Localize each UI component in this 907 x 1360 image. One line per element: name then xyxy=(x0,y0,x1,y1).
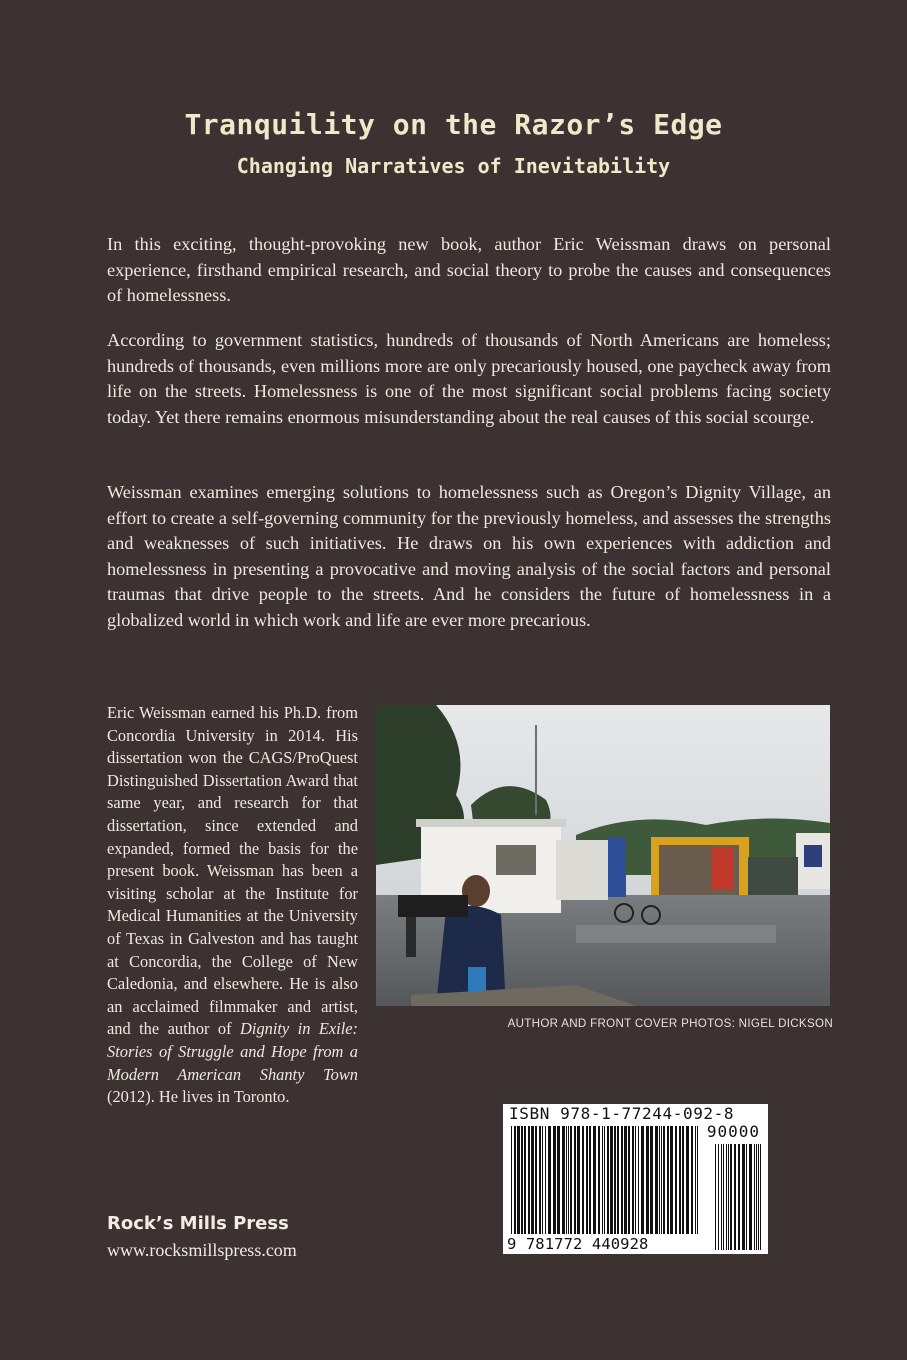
barcode-bar xyxy=(557,1126,560,1234)
barcode-bar xyxy=(734,1144,736,1250)
barcode-bar xyxy=(535,1126,537,1234)
barcode-bar xyxy=(562,1126,565,1234)
barcode-bar xyxy=(635,1126,636,1234)
barcode-bar xyxy=(548,1126,551,1234)
author-photo xyxy=(376,705,830,1006)
barcode-bar xyxy=(726,1144,727,1250)
barcode-bar xyxy=(758,1144,759,1250)
barcode-bar xyxy=(760,1144,761,1250)
barcode-bar xyxy=(641,1126,644,1234)
barcode-bar xyxy=(624,1126,627,1234)
barcode-bar xyxy=(646,1126,649,1234)
barcode-bar xyxy=(531,1126,534,1234)
barcode-bar xyxy=(670,1126,673,1234)
barcode-bar xyxy=(730,1144,732,1250)
blurb-paragraph-2: According to government statistics, hundreds of thousands of North Americans are homeless; hundreds of thousands, even millions more are only precariously housed, one paycheck away from life on the streets. Homelessness is one of the most significant social problems facing society today. Yet there remains enormous misunderstanding about the real causes of this social scourge. xyxy=(107,330,831,427)
barcode-bar xyxy=(545,1126,546,1234)
barcode-bar xyxy=(749,1144,752,1250)
barcode-bar xyxy=(697,1126,698,1234)
barcode-bar xyxy=(715,1144,716,1250)
barcode-bar xyxy=(686,1126,689,1234)
barcode-bar xyxy=(695,1126,696,1234)
barcode-bar xyxy=(521,1126,523,1234)
barcode-bar xyxy=(632,1126,634,1234)
barcode-bar xyxy=(566,1126,567,1234)
author-bio-text: Eric Weissman earned his Ph.D. from Concordia University in 2014. His dissertation won the CAGS/ProQuest Distinguished Dissertation Award that same year, and research for that dissertation, since extended and expanded, formed the basis for the present book. Weissman has been a visiting scholar at the Institute for Medical Humanities at the University of Texas in Galveston and has taught at Concordia, the College of New Caledonia, and elsewhere. He is also an acclaimed filmmaker and artist, and the author of xyxy=(107,703,358,1039)
barcode-bar xyxy=(728,1144,729,1250)
barcode-bar xyxy=(721,1144,722,1250)
author-bio xyxy=(107,702,358,1109)
barcode-bar xyxy=(746,1144,747,1250)
barcode-bar xyxy=(593,1126,596,1234)
barcode-bar xyxy=(742,1144,745,1250)
barcode-bar xyxy=(756,1144,757,1250)
barcode-bar xyxy=(577,1126,580,1234)
barcode-bar xyxy=(754,1144,755,1250)
barcode-bar xyxy=(598,1126,600,1234)
previous-book-title: Dignity in Exile: Stories of Struggle and Hope from a Modern American Shanty Town xyxy=(107,1019,358,1084)
publisher-website[interactable]: www.rocksmillspress.com xyxy=(107,1240,297,1260)
price-code: 90000 xyxy=(706,1122,760,1141)
barcode-bar xyxy=(542,1126,543,1234)
barcode-bar xyxy=(568,1126,569,1234)
barcode-bar xyxy=(514,1126,516,1234)
ean-digits: 9 781772 440928 xyxy=(507,1235,649,1253)
blurb-paragraph-3: Weissman examines emerging solutions to homelessness such as Oregon’s Dignity Village, an effort to create a self-governing community for the previously homeless, and assesses the strengths and weaknesses of such initiatives. He draws on his own experiences with addiction and homelessness in presenting a provocative and moving analysis of the social factors and personal traumas that drive people to the streets. And he considers the future of homelessness in a globalized world in which work and life are ever more precarious. xyxy=(107,482,831,630)
barcode-bar xyxy=(589,1126,591,1234)
barcode-bar xyxy=(663,1126,665,1234)
barcode-bar xyxy=(517,1126,520,1234)
book-subtitle: Changing Narratives of Inevitability xyxy=(236,154,671,178)
barcode-bar xyxy=(682,1126,684,1234)
barcode-bar xyxy=(659,1126,660,1234)
barcode-bar xyxy=(617,1126,619,1234)
barcode-bar xyxy=(570,1126,572,1234)
barcode-bar xyxy=(667,1126,669,1234)
barcode-bar xyxy=(691,1126,693,1234)
barcode-bar xyxy=(586,1126,588,1234)
barcode-bar xyxy=(607,1126,609,1234)
barcode-bar xyxy=(539,1126,541,1234)
barcode-bar xyxy=(679,1126,681,1234)
barcode-bar xyxy=(574,1126,576,1234)
barcode-bar xyxy=(650,1126,653,1234)
barcode-bar xyxy=(602,1126,603,1234)
barcode-bar xyxy=(582,1126,584,1234)
author-bio-ending: (2012). He lives in Toronto. xyxy=(107,1087,290,1107)
barcode-bar xyxy=(604,1126,605,1234)
barcode-bar xyxy=(655,1126,658,1234)
barcode-bar xyxy=(610,1126,613,1234)
barcode-bar xyxy=(614,1126,616,1234)
barcode-bar xyxy=(511,1126,512,1234)
publisher-name: Rock’s Mills Press xyxy=(107,1213,289,1234)
book-title: Tranquility on the Razor’s Edge xyxy=(184,108,723,141)
barcode-bar xyxy=(528,1126,530,1234)
barcode-bar xyxy=(718,1144,719,1250)
isbn-number: ISBN 978-1-77244-092-8 xyxy=(509,1104,735,1123)
barcode-bar xyxy=(553,1126,556,1234)
barcode-bar xyxy=(661,1126,662,1234)
isbn-barcode xyxy=(503,1104,768,1254)
barcode-bar xyxy=(738,1144,740,1250)
barcode-bar xyxy=(621,1126,623,1234)
blurb-paragraph-1: In this exciting, thought-provoking new book, author Eric Weissman draws on personal experience, firsthand empirical research, and social theory to probe the causes and consequences of homelessness. xyxy=(107,234,831,306)
barcode-bar xyxy=(638,1126,639,1234)
photo-credit: AUTHOR AND FRONT COVER PHOTOS: NIGEL DICKSON xyxy=(507,1017,833,1030)
barcode-bar xyxy=(723,1144,724,1250)
barcode-bar xyxy=(675,1126,677,1234)
barcode-bar xyxy=(524,1126,526,1234)
barcode-bar xyxy=(628,1126,630,1234)
